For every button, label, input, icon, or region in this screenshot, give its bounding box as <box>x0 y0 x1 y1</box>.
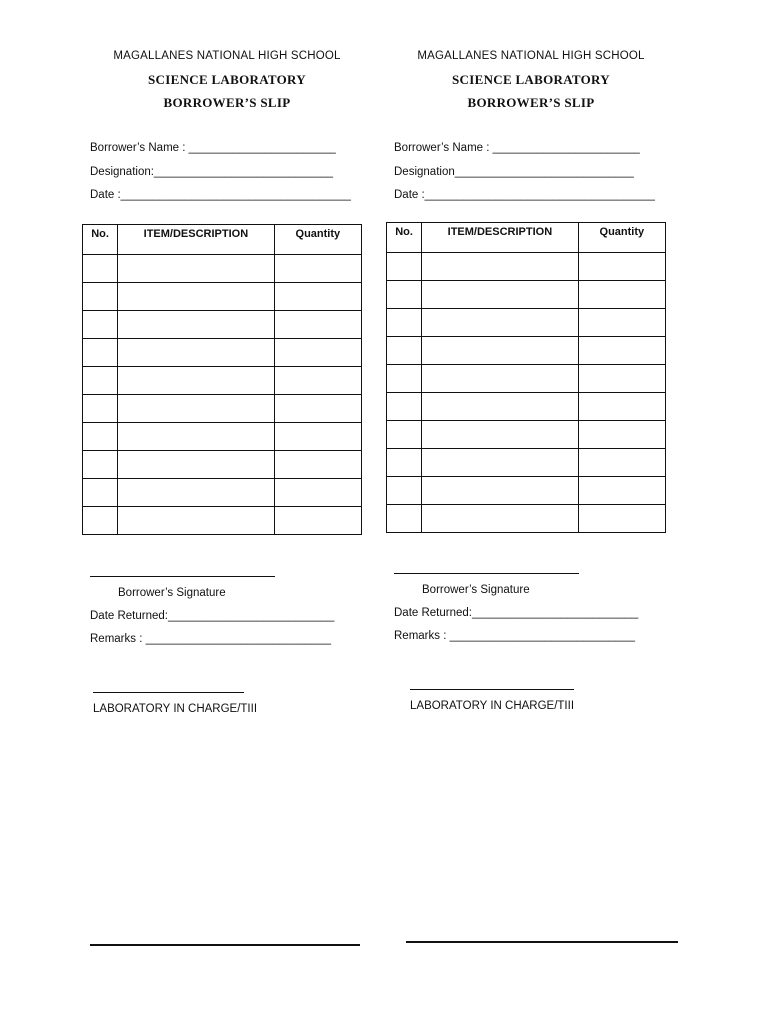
borrower-signature-line[interactable] <box>90 576 275 577</box>
cell-no[interactable] <box>387 505 422 533</box>
cell-item-description[interactable] <box>118 339 275 367</box>
column-header-no: No. <box>83 225 118 255</box>
cell-no[interactable] <box>83 395 118 423</box>
cell-item-description[interactable] <box>422 309 579 337</box>
table-row <box>83 451 362 479</box>
items-table <box>386 222 666 533</box>
table-row <box>387 449 666 477</box>
lab-in-charge-label: LABORATORY IN CHARGE/TIII <box>93 703 258 715</box>
cell-quantity[interactable] <box>578 505 665 533</box>
date-field[interactable]: Date :____________________________________ <box>394 189 655 201</box>
cell-no[interactable] <box>83 255 118 283</box>
cell-no[interactable] <box>387 309 422 337</box>
cell-quantity[interactable] <box>578 449 665 477</box>
cell-item-description[interactable] <box>422 253 579 281</box>
table-row <box>387 365 666 393</box>
cell-item-description[interactable] <box>118 479 275 507</box>
designation-field[interactable]: Designation____________________________ <box>394 166 634 178</box>
cell-no[interactable] <box>83 311 118 339</box>
lab-in-charge-signature-line[interactable] <box>410 689 574 690</box>
cell-quantity[interactable] <box>578 337 665 365</box>
table-row <box>83 255 362 283</box>
table-row <box>387 309 666 337</box>
table-row <box>83 423 362 451</box>
cell-item-description[interactable] <box>118 507 275 535</box>
date-returned-field[interactable]: Date Returned:__________________________ <box>90 610 335 622</box>
cell-no[interactable] <box>83 479 118 507</box>
cell-no[interactable] <box>387 365 422 393</box>
table-row <box>83 283 362 311</box>
table-row <box>83 395 362 423</box>
cell-item-description[interactable] <box>422 365 579 393</box>
table-row <box>387 281 666 309</box>
cell-quantity[interactable] <box>274 311 361 339</box>
cell-quantity[interactable] <box>274 423 361 451</box>
cell-item-description[interactable] <box>118 395 275 423</box>
cell-item-description[interactable] <box>422 505 579 533</box>
column-header-item: ITEM/DESCRIPTION <box>118 225 275 255</box>
cell-no[interactable] <box>387 449 422 477</box>
cell-no[interactable] <box>387 281 422 309</box>
table-row <box>387 253 666 281</box>
cell-quantity[interactable] <box>274 339 361 367</box>
cell-no[interactable] <box>83 423 118 451</box>
table-header-row <box>83 225 362 255</box>
school-name: MAGALLANES NATIONAL HIGH SCHOOL <box>417 50 645 62</box>
lab-in-charge-signature-line[interactable] <box>93 692 244 693</box>
cell-item-description[interactable] <box>118 283 275 311</box>
cell-quantity[interactable] <box>578 477 665 505</box>
borrower-slip-left <box>82 0 382 1024</box>
cell-no[interactable] <box>83 339 118 367</box>
bottom-rule <box>90 944 360 946</box>
cell-quantity[interactable] <box>274 507 361 535</box>
cell-quantity[interactable] <box>274 479 361 507</box>
borrower-slip-right <box>386 0 686 1024</box>
table-row <box>387 477 666 505</box>
remarks-field[interactable]: Remarks : _____________________________ <box>90 633 332 645</box>
cell-quantity[interactable] <box>274 451 361 479</box>
cell-no[interactable] <box>387 337 422 365</box>
borrower-name-field[interactable]: Borrower’s Name : _______________________ <box>90 142 336 154</box>
borrower-signature-line[interactable] <box>394 573 579 574</box>
items-table <box>82 224 362 535</box>
column-header-quantity: Quantity <box>578 223 665 253</box>
borrower-signature-label: Borrower’s Signature <box>422 584 530 596</box>
cell-quantity[interactable] <box>578 309 665 337</box>
remarks-field[interactable]: Remarks : _____________________________ <box>394 630 636 642</box>
table-header-row <box>387 223 666 253</box>
column-header-quantity: Quantity <box>274 225 361 255</box>
cell-item-description[interactable] <box>118 451 275 479</box>
cell-item-description[interactable] <box>422 421 579 449</box>
cell-no[interactable] <box>83 451 118 479</box>
column-header-item: ITEM/DESCRIPTION <box>422 223 579 253</box>
table-row <box>83 479 362 507</box>
borrower-name-field[interactable]: Borrower’s Name : _______________________ <box>394 142 640 154</box>
cell-no[interactable] <box>83 507 118 535</box>
date-field[interactable]: Date :____________________________________ <box>90 189 351 201</box>
cell-item-description[interactable] <box>118 311 275 339</box>
column-header-no: No. <box>387 223 422 253</box>
cell-item-description[interactable] <box>118 423 275 451</box>
cell-quantity[interactable] <box>274 255 361 283</box>
date-returned-field[interactable]: Date Returned:__________________________ <box>394 607 639 619</box>
cell-item-description[interactable] <box>422 477 579 505</box>
cell-no[interactable] <box>387 253 422 281</box>
slip-title-line2: BORROWER’S SLIP <box>163 95 291 110</box>
table-row <box>83 367 362 395</box>
table-row <box>387 393 666 421</box>
borrower-signature-label: Borrower’s Signature <box>118 587 226 599</box>
cell-item-description[interactable] <box>118 255 275 283</box>
table-row <box>387 337 666 365</box>
cell-quantity[interactable] <box>274 367 361 395</box>
cell-no[interactable] <box>387 477 422 505</box>
cell-item-description[interactable] <box>422 337 579 365</box>
school-name: MAGALLANES NATIONAL HIGH SCHOOL <box>113 50 341 62</box>
table-row <box>83 339 362 367</box>
cell-quantity[interactable] <box>578 281 665 309</box>
table-row <box>387 421 666 449</box>
slip-title-line1: SCIENCE LABORATORY <box>148 72 306 87</box>
table-row <box>83 507 362 535</box>
cell-quantity[interactable] <box>578 421 665 449</box>
slip-title-line2: BORROWER’S SLIP <box>467 95 595 110</box>
cell-no[interactable] <box>83 367 118 395</box>
slip-title-line1: SCIENCE LABORATORY <box>452 72 610 87</box>
cell-item-description[interactable] <box>422 281 579 309</box>
cell-item-description[interactable] <box>422 393 579 421</box>
cell-quantity[interactable] <box>578 393 665 421</box>
cell-no[interactable] <box>83 283 118 311</box>
cell-quantity[interactable] <box>578 253 665 281</box>
cell-quantity[interactable] <box>578 365 665 393</box>
lab-in-charge-label: LABORATORY IN CHARGE/TIII <box>410 700 575 712</box>
cell-item-description[interactable] <box>422 449 579 477</box>
designation-field[interactable]: Designation:____________________________ <box>90 166 334 178</box>
cell-quantity[interactable] <box>274 283 361 311</box>
cell-item-description[interactable] <box>118 367 275 395</box>
cell-quantity[interactable] <box>274 395 361 423</box>
bottom-rule <box>406 941 678 943</box>
cell-no[interactable] <box>387 393 422 421</box>
cell-no[interactable] <box>387 421 422 449</box>
table-row <box>387 505 666 533</box>
table-row <box>83 311 362 339</box>
